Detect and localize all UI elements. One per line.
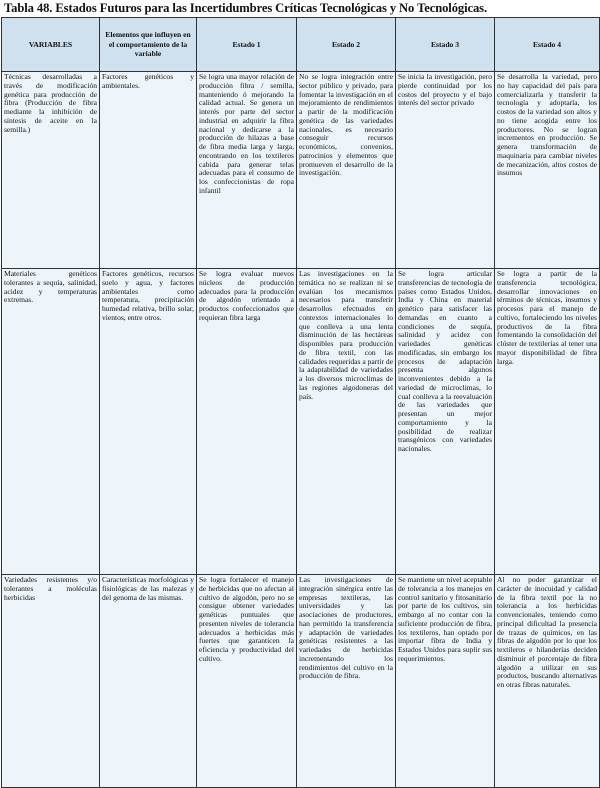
- cell-estado-4: Se logra a partir de la transferencia tecnológica, desarrollar innovaciones en términos de técnicas, insumos y procesos para el manejo de cultivo, fortaleciendo los niveles productivos de la fibra fomentando la consolidación del clúster de textilerías al tener una mayor disponibilidad de fibra larga.: [495, 269, 600, 575]
- cell-estado-3: Se inicia la investigación, pero pierde continuidad por los costos del proyecto y el bajo interés del sector privado: [396, 72, 495, 269]
- cell-estado-1: Se logra evaluar nuevos núcleos de producción adecuados para la producción de algodón orientado a productos confeccionados que requieran fibra larga: [197, 269, 297, 575]
- cell-estado-3: Se mantiene un nivel aceptable de tolerancia a los manejos en control sanitario y fitosanitario por parte de los cultivos, sin embargo al no contar con la suficiente producción de fibra, los textileros, han optado por importar fibra de India y Estados Unidos para suplir sus requerimientos.: [396, 575, 495, 788]
- header-estado-1: Estado 1: [197, 18, 297, 72]
- cell-estado-1: Se logra una mayor relación de producción fibra / semilla, manteniendo ó mejorando la calidad actual. Se genera un interés por parte del sector industrial en adquirir la fibra nacional y dedicarse a la producción de hilazas a base de fibra media larga y larga, encontrando en los textileros cabida para generar telas adecuadas para el consumo de los confeccionistas de ropa infantil: [197, 72, 297, 269]
- header-estado-3: Estado 3: [396, 18, 495, 72]
- cell-estado-4: Se desarrolla la variedad, pero no hay capacidad del país para comercializarla y transferir la tecnología y adoptarla, los costos de la variedad son altos y no tiene acogida entre los productores. No se logran incrementos en producción. Se genera transformación de maquinaria para cambiar niveles de mecanización, altos costos de insumos: [495, 72, 600, 269]
- cell-estado-2: Las investigaciones en la temática no se realizan ni se evalúan los mecanismos necesarios para transferir desarrollos efectuados en contextos internacionales lo que conlleva a una lenta disminución de las hectáreas disponibles para producción de fibra textil, con las calidades requeridas a partir de la adaptabilidad de variedades a los diversos microclimas de las regiones algodoneras del país.: [297, 269, 396, 575]
- cell-elements: Factores genéticos, recursos suelo y agua, y factores ambientales como temperatura, precipitación humedad relativa, brillo solar, vientos, entre otros.: [100, 269, 197, 575]
- header-row: [2, 18, 600, 72]
- cell-estado-2: No se logra integración entre sector público y privado, para fomentar la investigación en el mejoramiento de rendimientos a partir de la modificación genética de las variedades nacionales, es necesario conseguir recursos económicos, convenios, patrocinios y elementos que promueven el desarrollo de la investigación.: [297, 72, 396, 269]
- header-estado-4: Estado 4: [495, 18, 600, 72]
- header-elements: Elementos que influyen en el comportamiento de la variable: [100, 18, 197, 72]
- cell-elements: Características morfológicas y fisiológicas de las malezas y del genoma de las mismas.: [100, 575, 197, 788]
- cell-estado-3: Se logra articular transferencias de tecnología de países como Estados Unidos, India y China en material genético para satisfacer las demandas en cuanto a condiciones de sequía, salinidad y acidez con variedades genéticas modificadas, sin embargo los procesos de adaptación presenta algunos inconvenientes debido a la variedad de microclimas, lo cual conlleva a la reevaluación de las variedades que presentan un mejor comportamiento y la posibilidad de realizar transgénicos con variedades nacionales.: [396, 269, 495, 575]
- cell-estado-2: Las investigaciones de integración sinérgica entre las empresas textileras, las universidades y las asociaciones de productores, han permitido la transferencia y adaptación de variedades genéticas resistentes a las variedades de herbicidas incrementando los rendimientos del cultivo en la producción de fibra.: [297, 575, 396, 788]
- table-row: [2, 269, 600, 575]
- cell-variable: Técnicas desarrolladas a través de modificación genética para producción de fibra (Producción de fibra mediante la inhibición de síntesis de aceite en la semilla.): [2, 72, 100, 269]
- table-row: [2, 575, 600, 788]
- cell-variable: Materiales genéticos tolerantes a sequía, salinidad, acidez y temperaturas extremas.: [2, 269, 100, 575]
- cell-estado-1: Se logra fortalecer el manejo de herbicidas que no afectan al cultivo de algodón, pero no se consigue obtener variedades genéticas puntuales que presenten niveles de tolerancia adecuados a herbicidas más fuertes que garanticen la eficiencia y productividad del cultivo.: [197, 575, 297, 788]
- cell-variable: Variedades resistentes y/o tolerantes a moléculas herbicidas: [2, 575, 100, 788]
- cell-estado-4: Al no poder garantizar el carácter de inocuidad y calidad de la fibra textil por la no tolerancia a los herbicidas convencionales, teniendo como principal dificultad la presencia de trazas de químicos, en las fibras de algodón por lo que los textileros e hilanderías deciden disminuir el porcentaje de fibra algodón a utilizar en sus productos, buscando alternativas en otras fibras naturales.: [495, 575, 600, 788]
- table-row: [2, 72, 600, 269]
- table-title: Tabla 48. Estados Futuros para las Incertidumbres Críticas Tecnológicas y No Tecnológicas.: [4, 1, 488, 15]
- header-estado-2: Estado 2: [297, 18, 396, 72]
- cell-elements: Factores genéticos y ambientales.: [100, 72, 197, 269]
- future-states-table: [1, 17, 600, 788]
- header-variables: VARIABLES: [2, 18, 100, 72]
